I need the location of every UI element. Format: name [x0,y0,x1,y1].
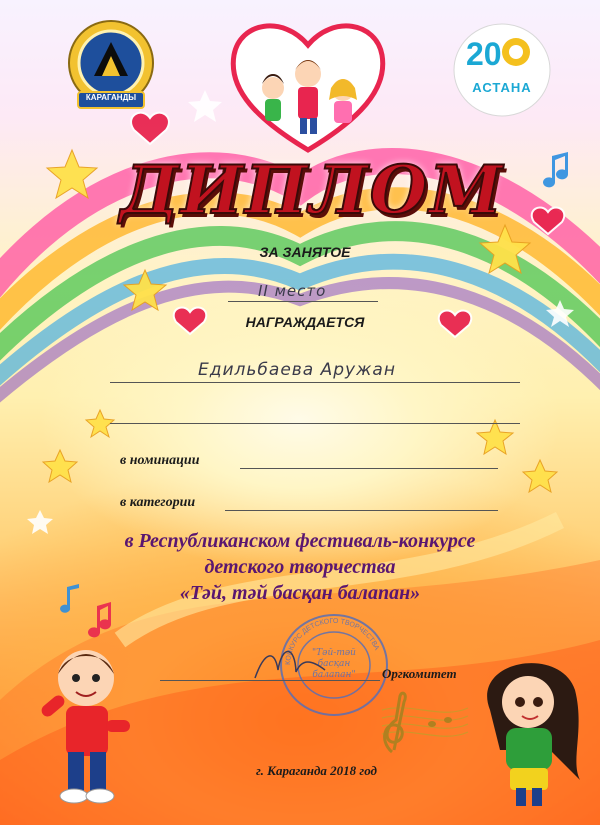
music-note-icon [543,152,568,187]
recipient-line-2 [110,423,520,424]
star-icon [188,90,222,122]
footer-city-year: г. Караганда 2018 год [256,763,377,778]
star-icon [27,510,53,534]
star-icon [546,300,574,327]
diploma-title: ДИПЛОМ [120,151,505,229]
festival-line-1: в Республиканском фестиваль-конкурсе [124,530,476,552]
music-staff-decor [372,690,472,760]
star-icon [124,270,166,310]
festival-line-3: «Тәй, тәй басқан балапан» [179,582,421,604]
recipient-handwritten: Едильбаева Аружан [198,360,396,380]
treble-clef-icon [385,693,406,752]
emblem-city-label: КАРАГАНДЫ [85,93,137,102]
nomination-line [240,468,498,469]
heart-icon [532,207,565,234]
orgcommittee-label: Оргкомитет [382,666,457,681]
awarded-heading: НАГРАЖДАЕТСЯ [245,314,365,330]
star-icon [477,420,513,454]
astana-city-label: АСТАНА [472,80,532,95]
star-icon [480,225,530,273]
for-place-heading: ЗА ЗАНЯТОЕ [259,244,351,260]
karaganda-emblem [64,18,158,112]
nomination-label: в номинации [120,453,200,468]
category-line [225,510,498,511]
star-icon [43,450,77,482]
star-icon [523,460,557,492]
boy-illustration [28,640,138,810]
astana-20-logo [452,22,552,118]
recipient-line-1 [110,382,520,383]
girl-illustration [470,650,590,810]
festival-line-2: детского творчества [204,556,396,578]
music-note-icon [88,602,111,637]
stamp-inner-text: "Тәй-тәй басқан балапан" [312,648,356,680]
heart-icon [131,113,169,144]
signature-scribble [250,640,330,685]
kids-heart-illustration [228,10,388,160]
place-line [228,301,378,302]
stamp-ring-text: КОНКУРС ДЕТСКОГО ТВОРЧЕСТВА [284,617,380,666]
star-icon [47,150,97,198]
astana-number: 20 [466,36,502,72]
place-handwritten: II место [258,282,327,300]
category-label: в категории [120,495,196,510]
heart-icon [439,310,472,337]
